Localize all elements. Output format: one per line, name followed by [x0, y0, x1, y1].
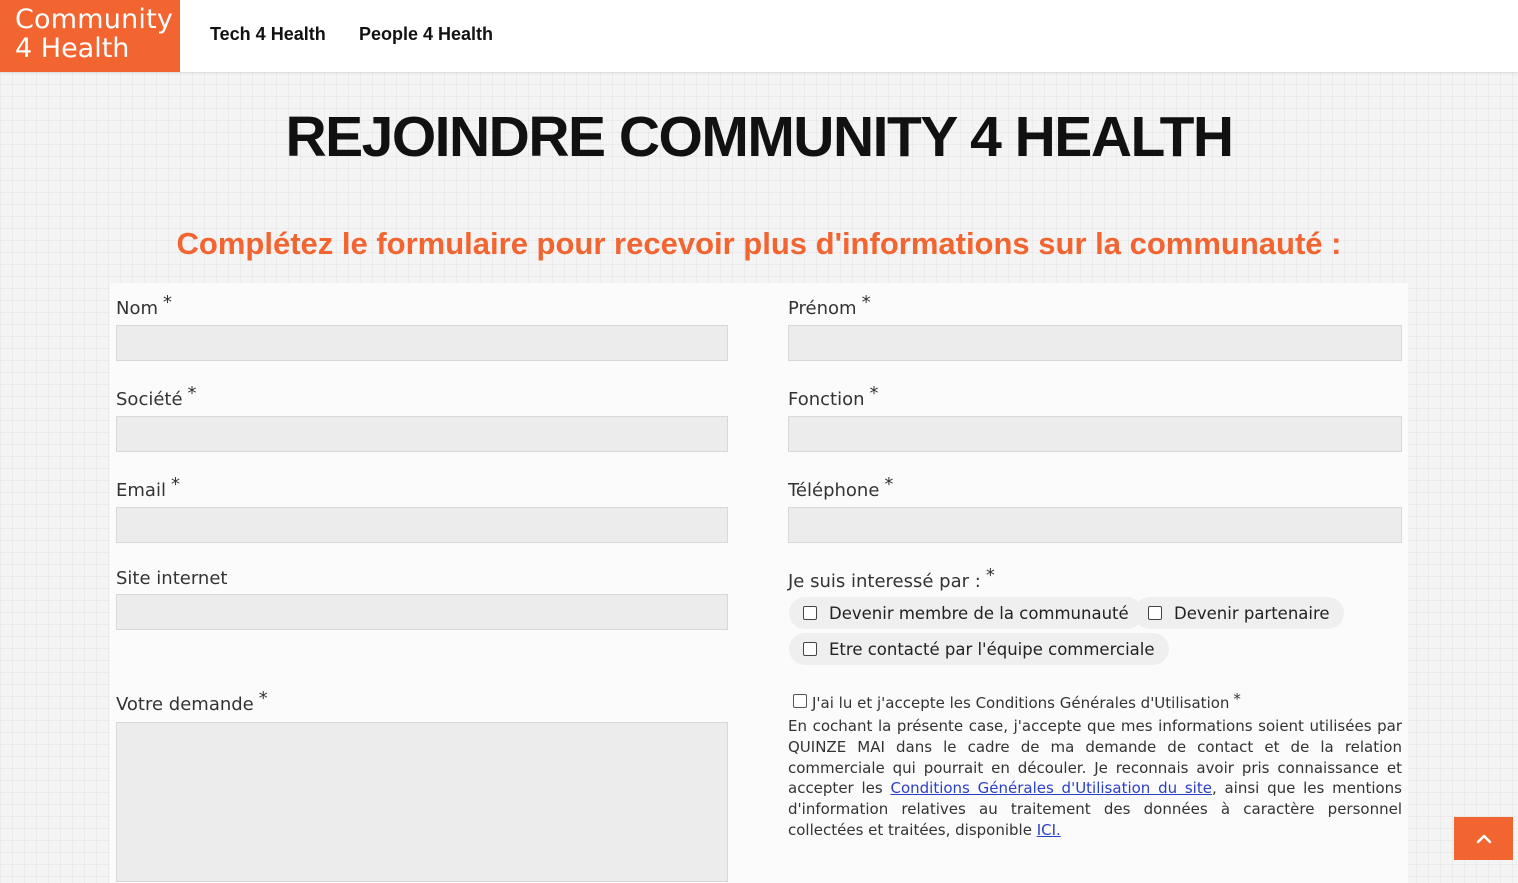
- fonction-input[interactable]: [788, 416, 1402, 452]
- required-mark: *: [861, 292, 871, 313]
- email-label-text: Email: [116, 480, 166, 501]
- consent-checkbox[interactable]: [793, 694, 807, 708]
- prenom-label-text: Prénom: [788, 298, 857, 319]
- consent-label: [812, 690, 1241, 712]
- interest-option-contact[interactable]: [789, 633, 1169, 665]
- checkbox-icon[interactable]: [1148, 606, 1162, 620]
- checkbox-icon[interactable]: [803, 606, 817, 620]
- required-mark: *: [869, 383, 879, 404]
- nav-people-4-health[interactable]: People 4 Health: [359, 24, 494, 44]
- required-mark: *: [985, 565, 995, 586]
- fonction-label-text: Fonction: [788, 389, 865, 410]
- prenom-input[interactable]: [788, 325, 1402, 361]
- interest-option-partenaire[interactable]: [1134, 597, 1344, 629]
- site-label: [116, 568, 227, 589]
- societe-label: [116, 383, 197, 410]
- interest-label-text: Je suis interessé par :: [788, 571, 981, 592]
- nom-input[interactable]: [116, 325, 728, 361]
- required-mark: *: [884, 474, 894, 495]
- demande-textarea[interactable]: [116, 722, 728, 882]
- nav-tech-4-health[interactable]: Tech 4 Health: [210, 24, 326, 44]
- societe-label-text: Société: [116, 389, 183, 410]
- required-mark: *: [163, 292, 173, 313]
- telephone-label-text: Téléphone: [788, 480, 880, 501]
- checkbox-icon[interactable]: [803, 642, 817, 656]
- nom-label-text: Nom: [116, 298, 159, 319]
- interest-option-label: Devenir partenaire: [1174, 603, 1330, 623]
- page-title: REJOINDRE COMMUNITY 4 HEALTH: [285, 105, 1233, 169]
- demande-label: [116, 688, 268, 715]
- chevron-up-icon: [1475, 833, 1493, 845]
- site-logo[interactable]: [0, 0, 180, 72]
- email-input[interactable]: [116, 507, 728, 543]
- interest-option-membre[interactable]: [789, 597, 1143, 629]
- consent-label-text: J'ai lu et j'accepte les Conditions Générales d'Utilisation: [812, 694, 1230, 712]
- required-mark: *: [1233, 690, 1241, 708]
- interest-label: [788, 565, 995, 592]
- nom-label: [116, 292, 173, 319]
- demande-label-text: Votre demande: [116, 694, 254, 715]
- interest-option-label: Devenir membre de la communauté: [829, 603, 1129, 623]
- logo-line-1: Community: [15, 4, 174, 35]
- prenom-label: [788, 292, 871, 319]
- telephone-label: [788, 474, 894, 501]
- required-mark: *: [258, 688, 268, 709]
- consent-text-part2: , ainsi que les mentions d'information relatives au traitement des données à caractère personnel collectées et traitées, disponible: [788, 779, 1402, 839]
- email-label: [116, 474, 180, 501]
- logo-line-2: 4 Health: [15, 33, 130, 64]
- required-mark: *: [187, 383, 197, 404]
- interest-option-label: Etre contacté par l'équipe commerciale: [829, 639, 1155, 659]
- fonction-label: [788, 383, 879, 410]
- required-mark: *: [170, 474, 180, 495]
- ici-link[interactable]: ICI.: [1036, 820, 1061, 839]
- consent-text: [788, 716, 1402, 841]
- telephone-input[interactable]: [788, 507, 1402, 543]
- scroll-to-top-button[interactable]: [1454, 817, 1513, 860]
- consent-text-part1: En cochant la présente case, j'accepte que mes informations soient utilisées par QUINZE MAI dans le cadre de ma demande de contact et de la relation commerciale qui pourrait en découler. Je reconnais avoir pris connaissance et accepter les: [788, 717, 1402, 798]
- cgu-link[interactable]: Conditions Générales d'Utilisation du site: [890, 779, 1212, 798]
- page-subtitle: Complétez le formulaire pour recevoir plus d'informations sur la communauté :: [176, 226, 1342, 261]
- site-input[interactable]: [116, 594, 728, 630]
- site-header: [0, 0, 1518, 72]
- site-label-text: Site internet: [116, 568, 228, 589]
- societe-input[interactable]: [116, 416, 728, 452]
